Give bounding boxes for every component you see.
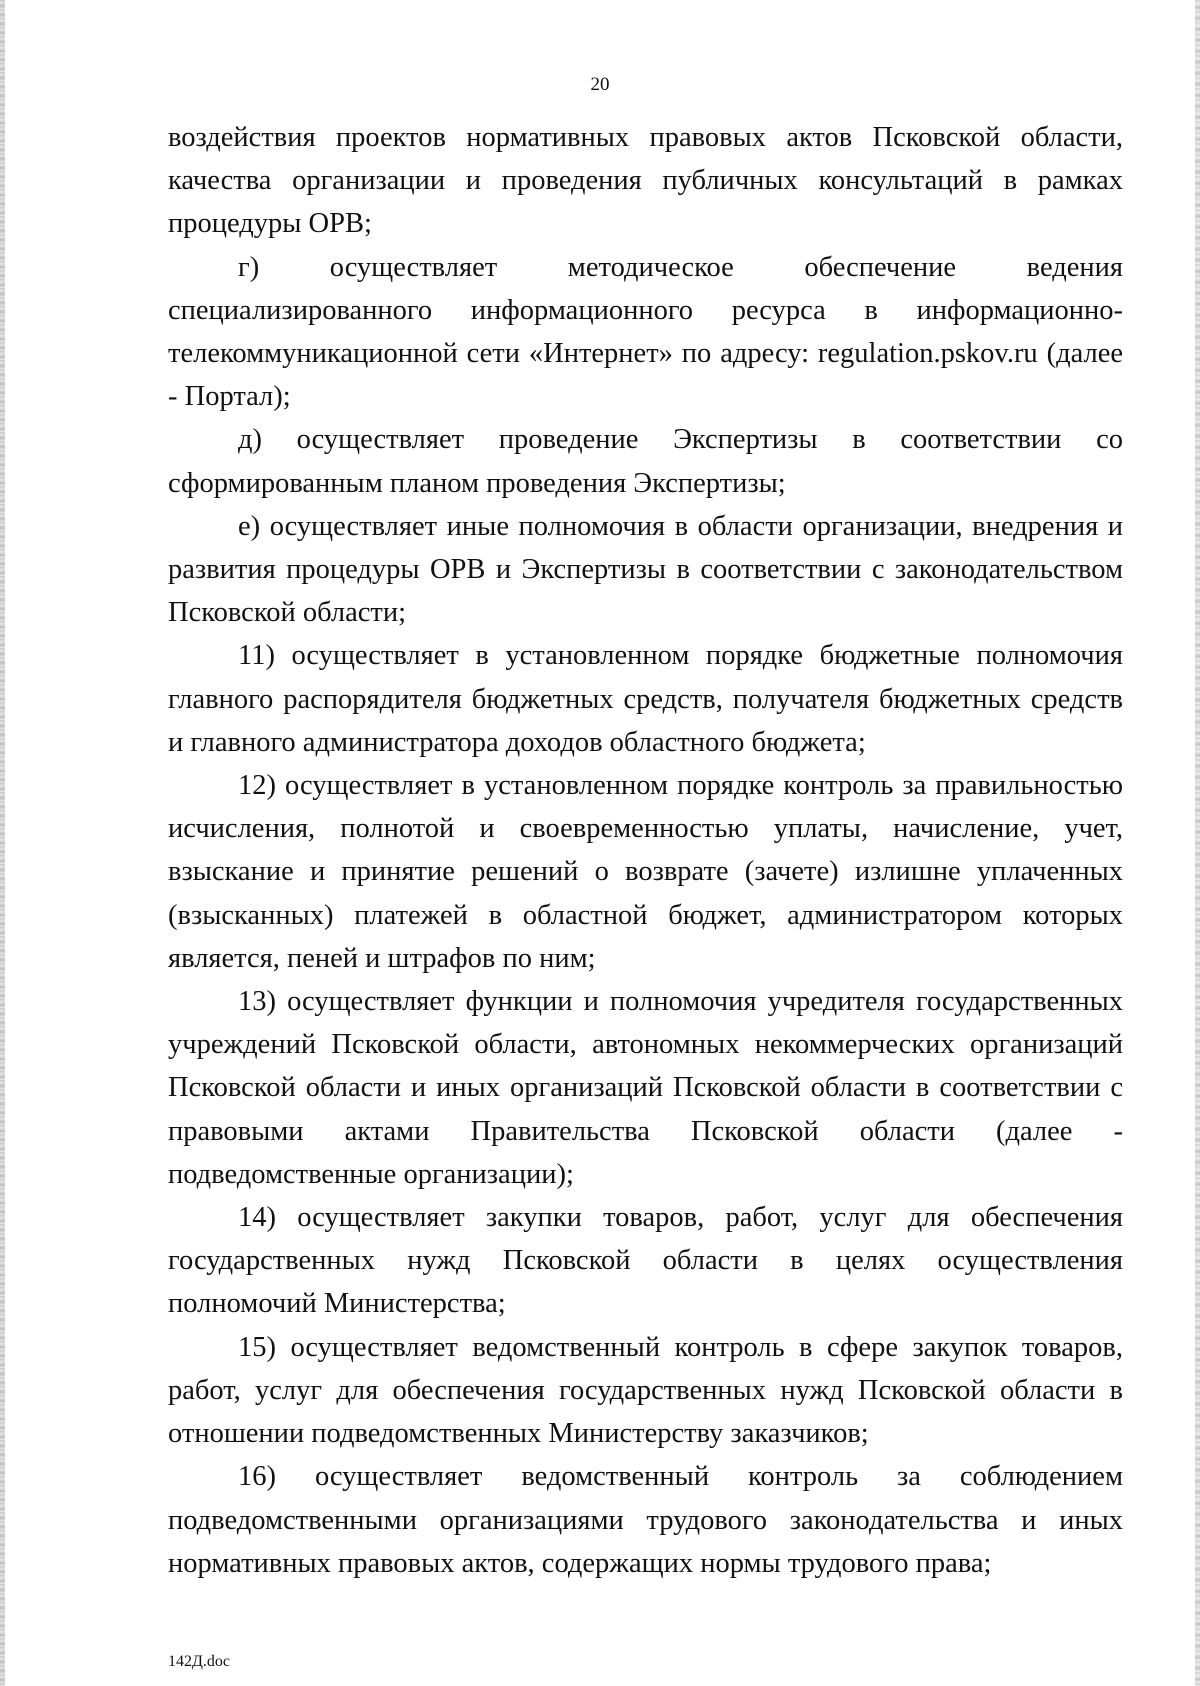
paragraph-item-14: 14) осуществляет закупки товаров, работ, услуг для обеспечения государственных нужд Псковской области в целях осуществления полномочий Министерства;: [168, 1202, 1123, 1320]
paragraph-item-d: д) осуществляет проведение Экспертизы в соответствии со сформированным планом проведения Экспертизы;: [168, 424, 1123, 499]
scan-edge-right: [1195, 0, 1200, 1686]
paragraph-item-16: 16) осуществляет ведомственный контроль за соблюдением подведомственными организациями трудового законодательства и иных нормативных правовых актов, содержащих нормы трудового права;: [168, 1461, 1123, 1579]
paragraph-item-g: г) осуществляет методическое обеспечение ведения специализированного информационного ресурса в информационно-телекоммуникационной сети «Интернет» по адресу: regulation.pskov.ru (далее - Портал);: [168, 251, 1123, 413]
paragraph-item-12: 12) осуществляет в установленном порядке контроль за правильностью исчисления, полнотой и своевременностью уплаты, начисление, учет, взыскание и принятие решений о возврате (зачете) излишне уплаченных (взысканных) платежей в областной бюджет, администратором которых является, пеней и штрафов по ним;: [168, 770, 1123, 974]
scan-edge-left: [0, 0, 5, 1686]
paragraph-item-11: 11) осуществляет в установленном порядке бюджетные полномочия главного распорядителя бюджетных средств, получателя бюджетных средств и главного администратора доходов областного бюджета;: [168, 640, 1123, 758]
paragraph-item-15: 15) осуществляет ведомственный контроль в сфере закупок товаров, работ, услуг для обеспечения государственных нужд Псковской области в отношении подведомственных Министерству заказчиков;: [168, 1331, 1123, 1450]
paragraph-item-e: е) осуществляет иные полномочия в области организации, внедрения и развития процедуры ОРВ и Экспертизы в соответствии с законодательством Псковской области;: [168, 510, 1123, 629]
paragraph-item-13: 13) осуществляет функции и полномочия учредителя государственных учреждений Псковской области, автономных некоммерческих организаций Псковской области и иных организаций Псковской области в соответствии с правовыми актами Правительства Псковской области (далее - подведомственные организации);: [168, 986, 1123, 1190]
document-body: [168, 116, 1123, 1585]
footer-file-name: 142Д.doc: [168, 1653, 231, 1670]
page-number: 20: [590, 74, 610, 95]
paragraph-continuation: воздействия проектов нормативных правовых актов Псковской области, качества организации и проведения публичных консультаций в рамках процедуры ОРВ;: [168, 122, 1123, 240]
